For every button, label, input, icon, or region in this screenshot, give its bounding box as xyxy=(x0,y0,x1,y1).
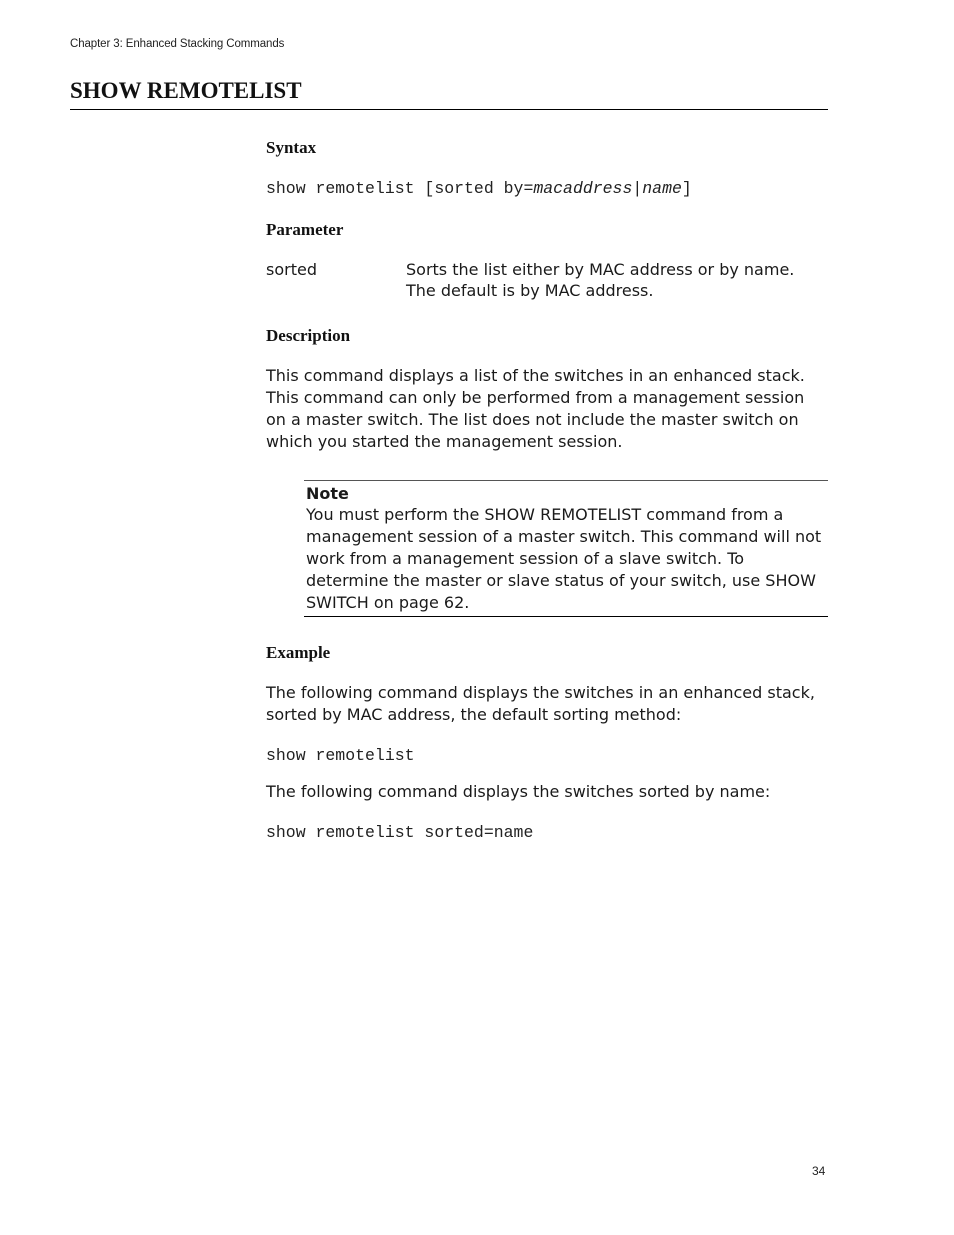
parameter-name: sorted xyxy=(266,260,317,279)
content-body xyxy=(266,136,828,845)
running-head: Chapter 3: Enhanced Stacking Commands xyxy=(70,38,285,50)
page-title: SHOW REMOTELIST xyxy=(70,78,302,103)
note-label: Note xyxy=(306,484,349,503)
description-heading: Description xyxy=(266,326,351,345)
syntax-arg-name: name xyxy=(642,179,682,198)
title-rule xyxy=(70,109,828,110)
parameter-heading: Parameter xyxy=(266,220,344,239)
syntax-separator: | xyxy=(632,179,643,198)
example-intro-1: The following command displays the switches in an enhanced stack, sorted by MAC address, the default sorting method: xyxy=(266,683,815,724)
note-box xyxy=(304,480,828,617)
example-code-2: show remotelist sorted=name xyxy=(266,823,534,842)
parameter-description: Sorts the list either by MAC address or by name. The default is by MAC address. xyxy=(406,260,795,300)
syntax-command xyxy=(266,177,828,201)
description-text: This command displays a list of the switches in an enhanced stack. This command can only be performed from a management session on a master switch. The list does not include the master switch on which you started the management session. xyxy=(266,366,805,451)
parameter-row xyxy=(266,259,828,301)
note-text: You must perform the SHOW REMOTELIST command from a management session of a master switch. This command will not work from a management session of a slave switch. To determine the master or slave status of your switch, use SHOW SWITCH on page 62. xyxy=(306,505,822,612)
syntax-arg-macaddress: macaddress xyxy=(533,179,633,198)
example-code-1: show remotelist xyxy=(266,746,415,765)
example-heading: Example xyxy=(266,643,331,662)
example-intro-2: The following command displays the switches sorted by name: xyxy=(266,782,771,801)
syntax-command-prefix: show remotelist [sorted by= xyxy=(266,179,534,198)
syntax-heading: Syntax xyxy=(266,138,317,157)
syntax-command-suffix: ] xyxy=(681,179,692,198)
page-number: 34 xyxy=(812,1164,826,1178)
